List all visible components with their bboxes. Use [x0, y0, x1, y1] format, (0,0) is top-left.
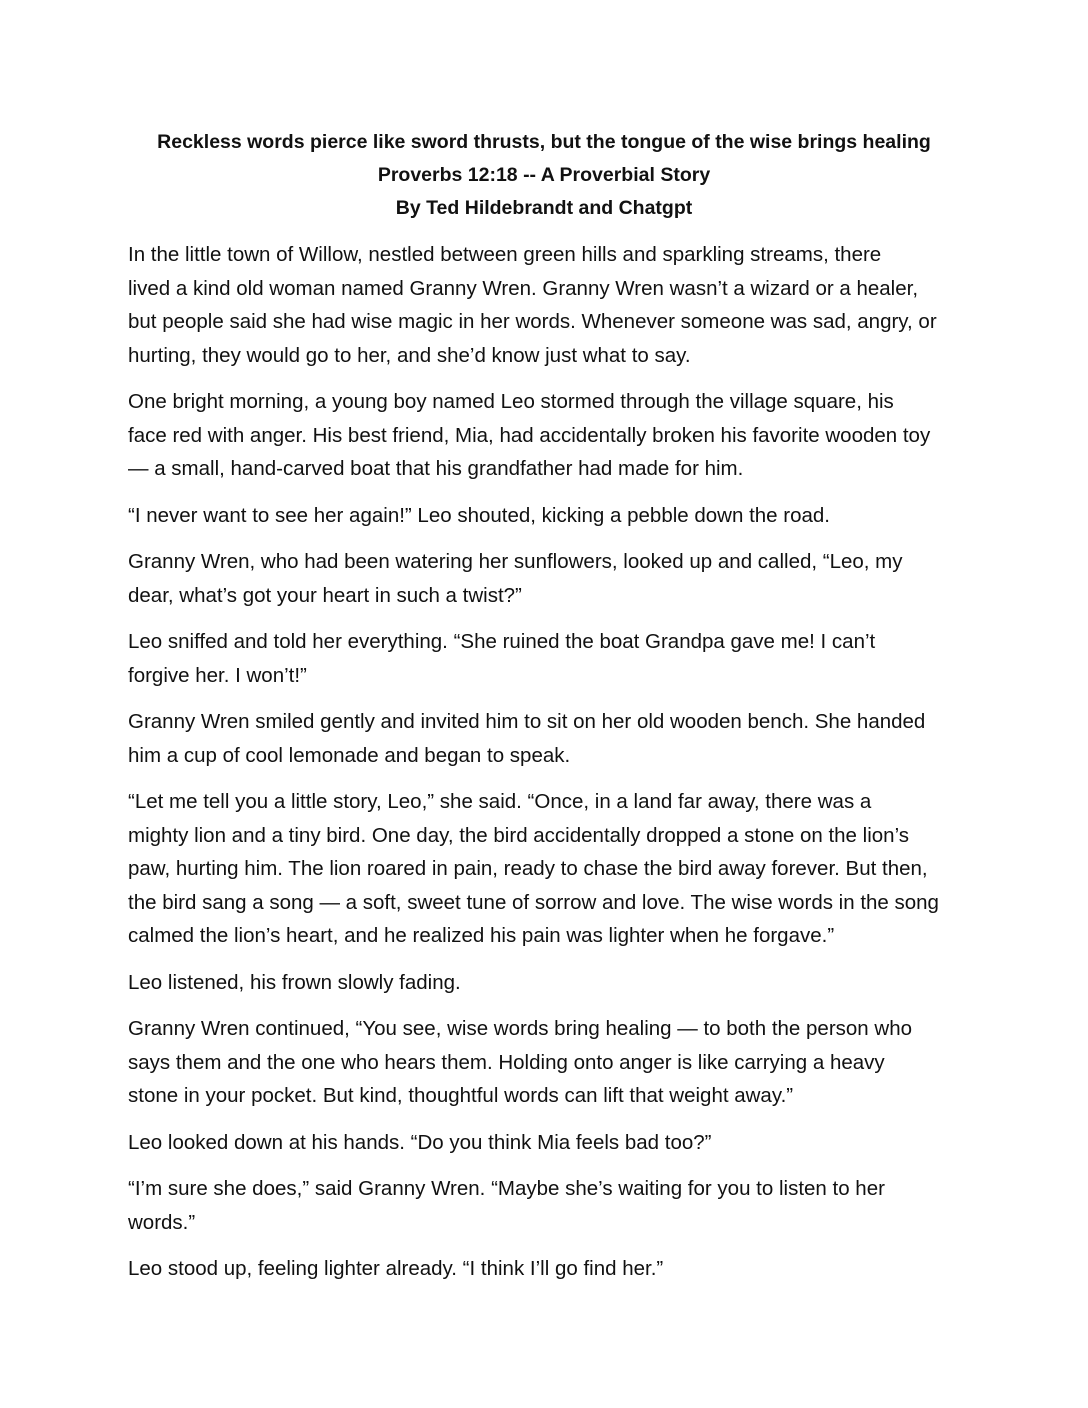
paragraph-line: Leo listened, his frown slowly fading.	[128, 970, 461, 994]
paragraph	[128, 1012, 968, 1113]
paragraph	[128, 785, 968, 953]
paragraph-line: him a cup of cool lemonade and began to speak.	[128, 743, 571, 767]
paragraph-line: but people said she had wise magic in her words. Whenever someone was sad, angry, or	[128, 310, 937, 333]
title-line: Reckless words pierce like sword thrusts, but the tongue of the wise brings healing	[157, 131, 931, 153]
paragraph-line: One bright morning, a young boy named Leo stormed through the village square, his	[128, 390, 894, 413]
paragraph-line: forgive her. I won’t!”	[128, 663, 307, 687]
paragraph-line: In the little town of Willow, nestled between green hills and sparkling streams, there	[128, 243, 882, 266]
paragraph-line: Leo looked down at his hands. “Do you think Mia feels bad too?”	[128, 1130, 712, 1154]
paragraph-line: “Let me tell you a little story, Leo,” she said. “Once, in a land far away, there was a	[128, 790, 872, 813]
paragraph-line: mighty lion and a tiny bird. One day, the bird accidentally dropped a stone on the lion’s	[128, 823, 910, 847]
paragraph-line: calmed the lion’s heart, and he realized his pain was lighter when he forgave.”	[128, 924, 835, 947]
document-heading	[100, 126, 988, 225]
paragraph-line: dear, what’s got your heart in such a twist?”	[128, 583, 522, 607]
paragraph-line: Granny Wren, who had been watering her sunflowers, looked up and called, “Leo, my	[128, 550, 903, 573]
paragraph-line: says them and the one who hears them. Holding onto anger is like carrying a heavy	[128, 1050, 885, 1074]
paragraph-line: Granny Wren smiled gently and invited him to sit on her old wooden bench. She handed	[128, 710, 926, 733]
paragraph-line: Leo stood up, feeling lighter already. “I think I’ll go find her.”	[128, 1257, 664, 1280]
paragraph-line: hurting, they would go to her, and she’d know just what to say.	[128, 343, 691, 367]
paragraph-line: stone in your pocket. But kind, thoughtful words can lift that weight away.”	[128, 1084, 794, 1107]
paragraph	[128, 385, 968, 486]
paragraph-line: words.”	[128, 1210, 196, 1234]
paragraph	[128, 966, 968, 1000]
paragraph-line: the bird sang a song — a soft, sweet tune of sorrow and love. The wise words in the song	[128, 890, 939, 914]
paragraph	[128, 238, 968, 372]
paragraph	[128, 705, 968, 772]
paragraph-line: paw, hurting him. The lion roared in pain, ready to chase the bird away forever. But then,	[128, 857, 928, 880]
paragraph	[128, 1252, 968, 1286]
paragraph-line: face red with anger. His best friend, Mia, had accidentally broken his favorite wooden toy	[128, 423, 931, 447]
paragraph	[128, 499, 968, 533]
paragraph-line: “I’m sure she does,” said Granny Wren. “Maybe she’s waiting for you to listen to her	[128, 1177, 885, 1200]
paragraph-line: Leo sniffed and told her everything. “She ruined the boat Grandpa gave me! I can’t	[128, 630, 876, 653]
paragraph-line: Granny Wren continued, “You see, wise words bring healing — to both the person who	[128, 1017, 913, 1040]
subtitle-line: Proverbs 12:18 -- A Proverbial Story	[377, 164, 711, 186]
paragraph-line: lived a kind old woman named Granny Wren. Granny Wren wasn’t a wizard or a healer,	[128, 276, 919, 300]
paragraph	[128, 1126, 968, 1160]
paragraph-line: “I never want to see her again!” Leo shouted, kicking a pebble down the road.	[128, 503, 831, 527]
paragraph-line: — a small, hand-carved boat that his grandfather had made for him.	[128, 457, 744, 480]
author-line: By Ted Hildebrandt and Chatgpt	[395, 197, 693, 219]
paragraph	[128, 1172, 968, 1239]
document-body	[128, 238, 968, 1299]
paragraph	[128, 625, 968, 692]
paragraph	[128, 545, 968, 612]
